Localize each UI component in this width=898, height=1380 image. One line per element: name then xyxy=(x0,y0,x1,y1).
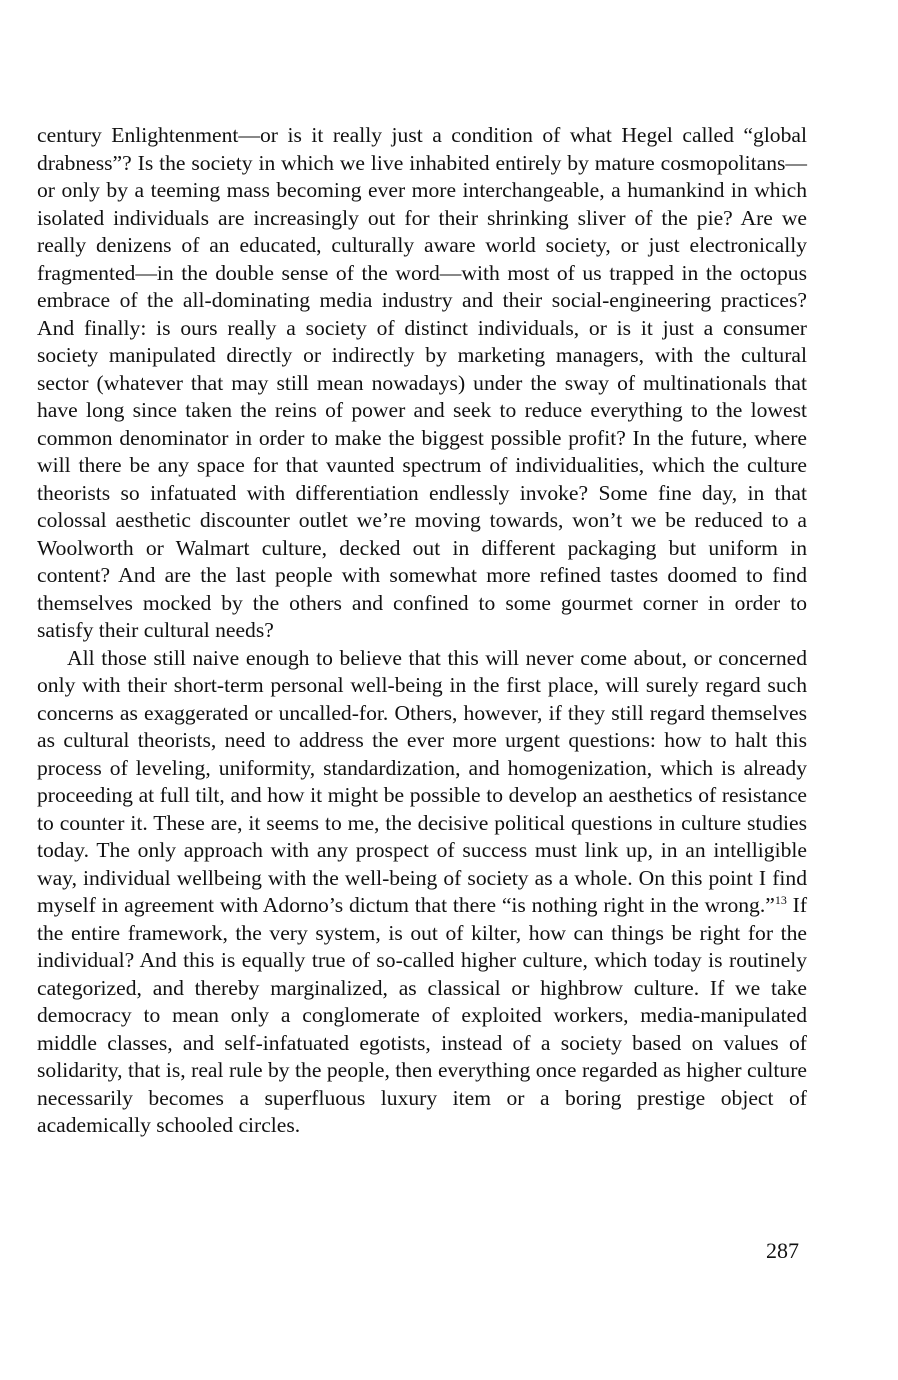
page-body xyxy=(37,122,807,1140)
footnote-reference[interactable]: 13 xyxy=(774,893,787,907)
paragraph: century Enlightenment—or is it really just a condition of what Hegel called “global drabness”? Is the society in which we live inhabited entirely by mature cosmopolitans—or only by a teeming mass becoming ever more interchangeable, a humankind in which isolated individuals are increasingly out for their shrinking sliver of the pie? Are we really denizens of an educated, culturally aware world society, or just electronically fragmented—in the double sense of the word—with most of us trapped in the octopus embrace of the all-dominating media industry and their social-engineering practices? And finally: is ours really a society of distinct individuals, or is it just a consumer society manipulated directly or indirectly by marketing managers, with the cultural sector (whatever that may still mean nowadays) under the sway of multinationals that have long since taken the reins of power and seek to reduce everything to the lowest common denominator in order to make the biggest possible profit? In the future, where will there be any space for that vaunted spectrum of individualities, which the culture theorists so infatuated with differentiation endlessly invoke? Some fine day, in that colossal aesthetic discounter outlet we’re moving towards, won’t we be reduced to a Woolworth or Walmart culture, decked out in different packaging but uniform in content? And are the last people with somewhat more refined tastes doomed to find themselves mocked by the others and confined to some gourmet corner in order to satisfy their cultural needs? xyxy=(37,123,807,642)
page-number: 287 xyxy=(766,1238,799,1263)
paragraph-text: If the entire framework, the very system, is out of kilter, how can things be right for the individual? And this is equally true of so-called higher culture, which today is routinely categorized, and thereby marginalized, as classical or highbrow culture. If we take democracy to mean only a conglomerate of exploited workers, media-manipulated middle classes, and self-infatuated egotists, instead of a society based on values of solidarity, that is, real rule by the people, then everything once regarded as higher culture necessarily becomes a superfluous luxury item or a boring prestige object of academically schooled circles. xyxy=(37,893,808,1137)
paragraph-text: All those still naive enough to believe that this will never come about, or concerned only with their short-term personal well-being in the first place, will surely regard such concerns as exaggerated or uncalled-for. Others, however, if they still regard themselves as cultural theorists, need to address the ever more urgent questions: how to halt this process of leveling, uniformity, standardization, and homogenization, which is already proceeding at full tilt, and how it might be possible to develop an aesthetics of resistance to counter it. These are, it seems to me, the decisive political questions in culture studies today. The only approach with any prospect of success must link up, in an intelligible way, individual wellbeing with the well-being of society as a whole. On this point I find myself in agreement with Adorno’s dictum that there “is nothing right in the wrong.” xyxy=(37,645,807,917)
paragraph xyxy=(37,645,807,1140)
